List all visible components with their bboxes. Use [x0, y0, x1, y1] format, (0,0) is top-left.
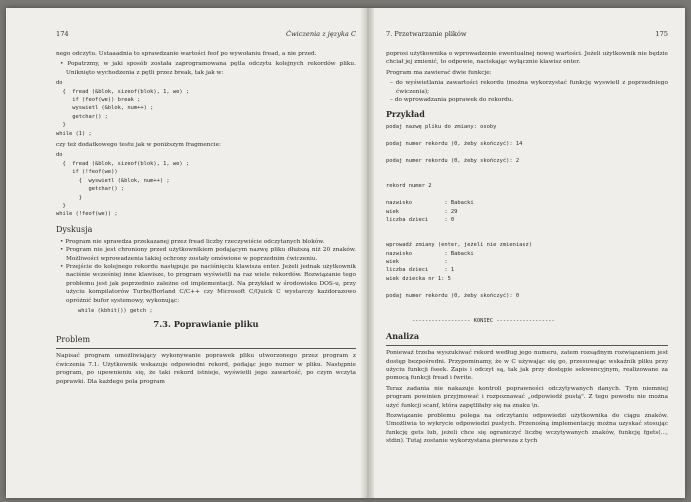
paragraph: nego odczytu. Ustaaadnia to sprawdzanie wartości feof po wywołaniu fread, a nie przed. [56, 51, 317, 57]
paragraph: Teraz zadania nie nakazuje kontroli poprawności odczytywanych danych. Tym niemniej program powinien przyjmować i rozpoznawać „odpowiedź pustą". Z tego powodu nie można użyć funkcji scanf, która zapętliłaby się na znaku \n. [386, 385, 668, 409]
paragraph: Napisać program umożliwiający wykonywanie poprawek pliku utworzonego przez program z ćwiczenia 7.1. Użytkownik wskazuje odpowiedni rekord, podając jego numer w pliku. Następnie program, po upewnieniu się, że taki rekord istnieje, wyświetli jego zawartość, po czym wczyta poprawki. Dla każdego pola program [56, 353, 356, 385]
list-item: – do wyświetlania zawartości rekordu (można wykorzystać funkcję wyswietl z poprzedniego ćwiczenia); [386, 79, 668, 96]
left-running-title: Ćwiczenia z języka C [285, 30, 356, 38]
book-spread [6, 8, 685, 498]
paragraph: czy też dodatkowego testu jak w poniższym fragmencie: [56, 142, 221, 149]
bullet-item: • Popatrzmy, w jaki sposób została zaprogramowana pętla odczytu kolejnych rekordów pliku. Uniknięto wychodzenia z pętli przez break, tak jak w: [56, 60, 356, 77]
code-block: do { fread (&blok, sizeof(blok), 1, we) ; if (!feof(we)) { wyswietl (&blok, num++) ; getchar() ; } } while (!feof(we)) ; [56, 152, 190, 218]
left-content [56, 50, 356, 388]
code-block: while (kbhit()) getch ; [78, 307, 153, 314]
bullet-list [56, 60, 356, 77]
paragraph: Ponieważ trzeba wyszukiwać rekord według jego numeru, zatem rozsądnym rozwiązaniem jest dostęp bezpośredni. Przypominamy, że w C używając się go, przesuwając wskaźnik pliku przy użyciu funkcji fseek. Zapis i odczyt są, tak jak przy dostępie sekwencyjnym, realizowane za pomocą funkcji fread i fwrite. [386, 350, 668, 382]
example-session: podaj nazwę pliku do zmiany: osoby podaj numer rekordu (0, żeby skończyć): 14 podaj numer rekordu (0, żeby skończyć): 2 rekord numer 2 nazwisko : Babacki wiek : 29 liczba dzieci : 0 wprowadź zmiany (enter, jeżeli nie zmieniasz) nazwisko : Babacki wiek : liczba dzieci : 1 wiek dziecka nr 1: 5 podaj numer rekordu (0, żeby skończyć): 0 ------------------ KONIEC ------------------ [386, 124, 555, 324]
heading-rule [56, 348, 356, 349]
discussion-list [56, 238, 356, 305]
left-page [56, 8, 356, 498]
heading-rule [386, 345, 668, 346]
paragraph: Rozwiązanie problemu polega na odczytaniu odpowiedzi użytkownika do ciągu znaków. Umożliwia to wykrycie odpowiedzi pustych. Przenośną implementację można uzyskać stosując funkcję gets lub, jeżeli chce się ograniczyć liczbę wczytywanych znaków, funkcję fgets(..., stdin). Tutaj zostanie wykorzystana pierwsza z tych [386, 413, 668, 445]
right-content [386, 50, 668, 448]
bullet-item: • Program nie jest chroniony przed użytkownikiem podającym nazwę pliku dłuższą niż 20 znaków. Możliwości wprowadzenia takiej ochrony zostały omówione w poprzednim ćwiczeniu. [56, 246, 356, 263]
book-gutter [360, 8, 374, 498]
right-page [386, 8, 668, 498]
list-item: – do wprowadzania poprawek do rekordu. [386, 96, 668, 104]
right-running-title: 7. Przetwarzanie plików [386, 30, 467, 38]
heading-analiza: Analiza [386, 331, 420, 342]
bullet-item: • Program nie sprawdza przekazanej przez fread liczby rzeczywiście odczytanych bloków. [56, 238, 356, 246]
paragraph: poprosi użytkownika o wprowadzenie ewentualnej nowej wartości. Jeżeli użytkownik nie będzie chciał jej zmienić, to odpowie, naciskając wyłącznie klawisz enter. [386, 51, 668, 66]
section-title: 7.3. Poprawianie pliku [153, 319, 259, 330]
paragraph: Program ma zawierać dwie funkcje: [386, 69, 492, 76]
right-running-head [386, 30, 668, 40]
function-list [386, 79, 668, 104]
right-page-number: 175 [655, 30, 668, 38]
code-block: do { fread (&blok, sizeof(blok), 1, we) ; if (feof(we)) break ; wyswietl (&blok, num++) ; getchar() ; } while (1) ; [56, 80, 190, 137]
bullet-item: • Przejście do kolejnego rekordu następuje po naciśnięciu klawisza enter. Jeżeli jednak użytkownik naciśnie wcześniej inne klawisze, to program wyświetli na raz wiele rekordów. Rozwiązanie tego problemu jest jak poprzednio zależne od implementacji. Na przykład w środowisku DOS-u, przy użyciu kompilatorów Turbo/Borland C/C++ czy Microsoft C/Quick C wystarczy każdorazowo opróżnić bufor systemowy, wykonując: [56, 263, 356, 305]
heading-dyskusja: Dyskusja [56, 224, 93, 234]
left-running-head [56, 30, 356, 40]
heading-problem: Problem [56, 335, 91, 345]
left-page-number: 174 [56, 30, 69, 38]
heading-przyklad: Przykład [386, 109, 425, 120]
